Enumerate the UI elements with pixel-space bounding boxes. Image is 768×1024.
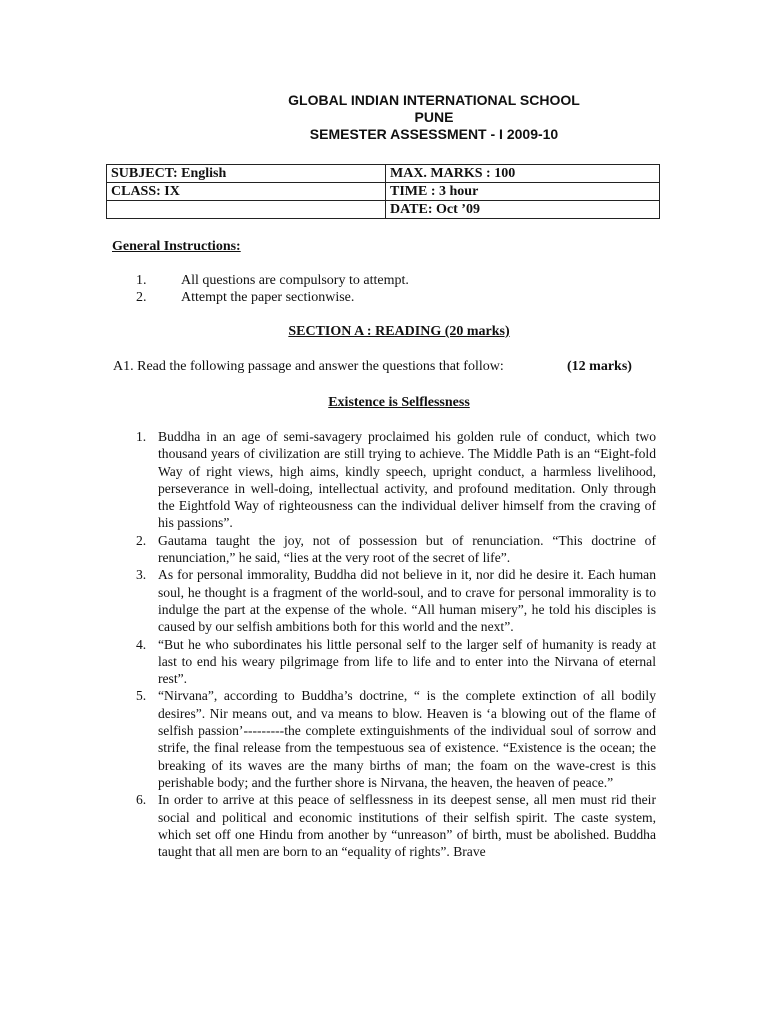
instruction-text: All questions are compulsory to attempt. [181,273,409,288]
paragraph-number: 2. [136,532,147,548]
instruction-item [136,290,354,306]
paragraph-number: 3. [136,567,147,583]
blank-cell [107,201,386,219]
instruction-item [136,273,409,289]
school-name: GLOBAL INDIAN INTERNATIONAL SCHOOL [288,92,580,108]
instruction-text: Attempt the paper sectionwise. [181,290,355,305]
question-a1-marks: (12 marks) [567,359,632,374]
passage-paragraph [136,532,656,567]
paragraph-number: 1. [136,429,147,444]
exam-title: SEMESTER ASSESSMENT - I 2009-10 [309,126,559,142]
instruction-number: 2. [136,290,147,305]
passage-paragraph [136,428,656,532]
question-a1: A1. Read the following passage and answer the questions that follow: [113,359,504,374]
paragraph-text: “But he who subordinates his little personal self to the larger self of humanity is ready at last to end his weary pilgrimage from life to life and to enter into the Nirvana of eternal rest”. [158,636,656,687]
section-a-title: SECTION A : READING (20 marks) [288,324,510,339]
passage-paragraph [136,791,656,860]
paragraph-text: In order to arrive at this peace of selflessness in its deepest sense, all men must rid their social and political and economic institutions of their selfish spirit. The caste system, which set off one Hindu from another by “unreason” of birth, must be abolished. Buddha taught that all men are born to an “equality of rights”. Brave [158,792,656,860]
passage-paragraph [136,687,656,791]
general-instructions-heading: General Instructions: [112,239,241,254]
paragraph-number: 5. [136,688,147,704]
passage-paragraphs [136,428,656,860]
paragraph-text: Buddha in an age of semi-savagery proclaimed his golden rule of conduct, which two thousand years of civilization are still trying to achieve. The Middle Path is an “Eight-fold Way of right views, high aims, kindly speech, upright conduct, a harmless livelihood, perseverance in well-doing, intellectual activity, and profound meditation. Only through the Eightfold Way of righteousness can the individual deliver himself from the craving of his passions”. [158,429,656,531]
paragraph-number: 6. [136,792,147,808]
paragraph-text: Gautama taught the joy, not of possession but of renunciation. “This doctrine of renunciation,” he said, “lies at the very root of the secret of life”. [158,532,656,566]
paragraph-text: As for personal immorality, Buddha did not believe in it, nor did he desire it. Each human soul, he thought is a fragment of the world-soul, and to crave for personal immorality is to indulge the part at the expense of the whole. “All human misery”, he told his disciples is caused by our selfish ambitions both for this world and the next”. [158,567,656,635]
passage-paragraph [136,636,656,688]
passage-title: Existence is Selflessness [328,395,470,410]
paragraph-text: “Nirvana”, according to Buddha’s doctrine, “ is the complete extinction of all bodily desires”. Nir means out, and va means to blow. Heaven is ‘a blowing out of the flame of selfish passion’---------the complete extinguishments of the individual soul of sorrow and strife, the final release from the tempestuous sea of existence. “Existence is the ocean; the breaking of its waves are the many births of man; the foam on the wave-crest is this perishable body; and the further shore is Nirvana, the heaven, the heaven of peace.” [158,688,656,790]
class-cell: CLASS: IX [107,183,386,201]
max-marks-cell: MAX. MARKS : 100 [386,165,660,183]
subject-cell: SUBJECT: English [107,165,386,183]
date-cell: DATE: Oct ’09 [386,201,660,219]
instruction-number: 1. [136,273,147,288]
exam-info-table [106,164,660,219]
paragraph-number: 4. [136,636,147,652]
passage-paragraph [136,566,656,635]
school-city: PUNE [414,109,454,125]
time-cell: TIME : 3 hour [386,183,660,201]
